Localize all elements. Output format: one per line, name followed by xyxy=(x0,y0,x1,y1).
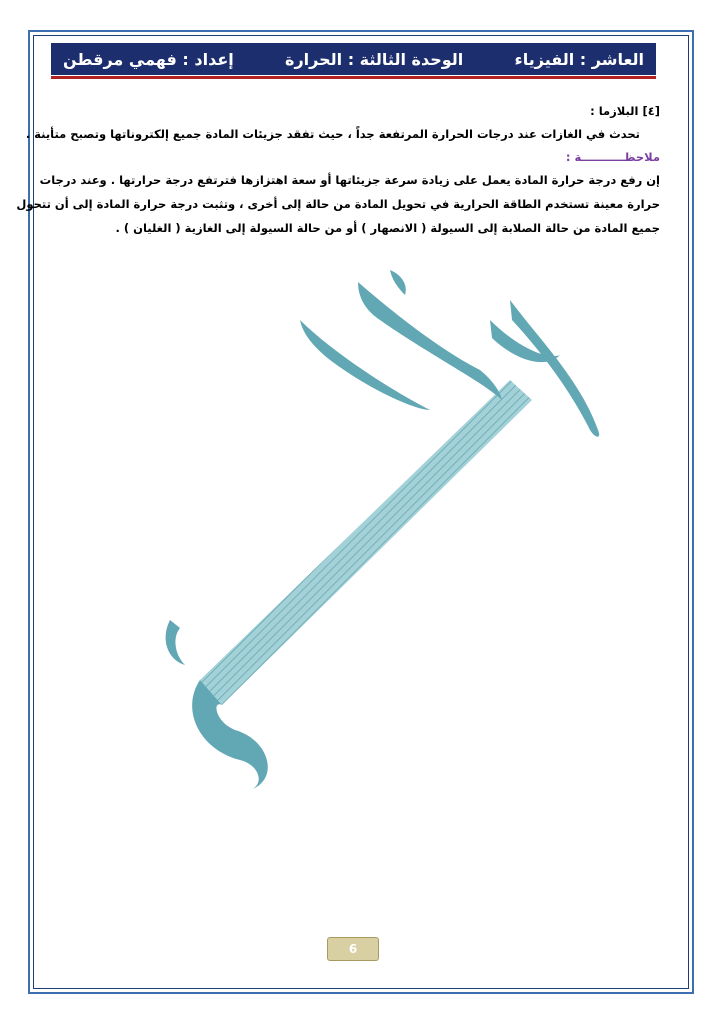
note-label: ملاحظـــــــــــة : xyxy=(565,150,660,164)
page-number: 6 xyxy=(327,937,379,961)
header-author: إعداد : فهمي مرقطن xyxy=(63,49,234,69)
note-line-2: حرارة معينة تستخدم الطاقة الحرارية في تحويل المادة من حالة إلى أخرى ، وتثبت درجة حرارة المادة إلى أن تتحول xyxy=(16,197,660,211)
note-line-3: جميع المادة من حالة الصلابة إلى السيولة ( الانصهار ) أو من حالة السيولة إلى الغازية ( الغليان ) . xyxy=(115,221,660,235)
note-line-1: إن رفع درجة حرارة المادة يعمل على زيادة سرعة جزيئاتها أو سعة اهتزازها فترتفع درجة حرارتها . وعند درجات xyxy=(39,173,660,187)
section-heading: [٤] البلازما : xyxy=(590,104,660,118)
page-content xyxy=(16,100,660,240)
header-grade-subject: العاشر : الفيزياء xyxy=(514,49,644,69)
header-bar xyxy=(51,43,656,75)
section-paragraph: تحدث في الغازات عند درجات الحرارة المرتفعة جداً ، حيث تفقد جزيئات المادة جميع إلكتروناتها وتصبح متأينة . xyxy=(25,127,640,141)
header-unit: الوحدة الثالثة : الحرارة xyxy=(285,49,464,69)
header-divider xyxy=(51,76,656,79)
